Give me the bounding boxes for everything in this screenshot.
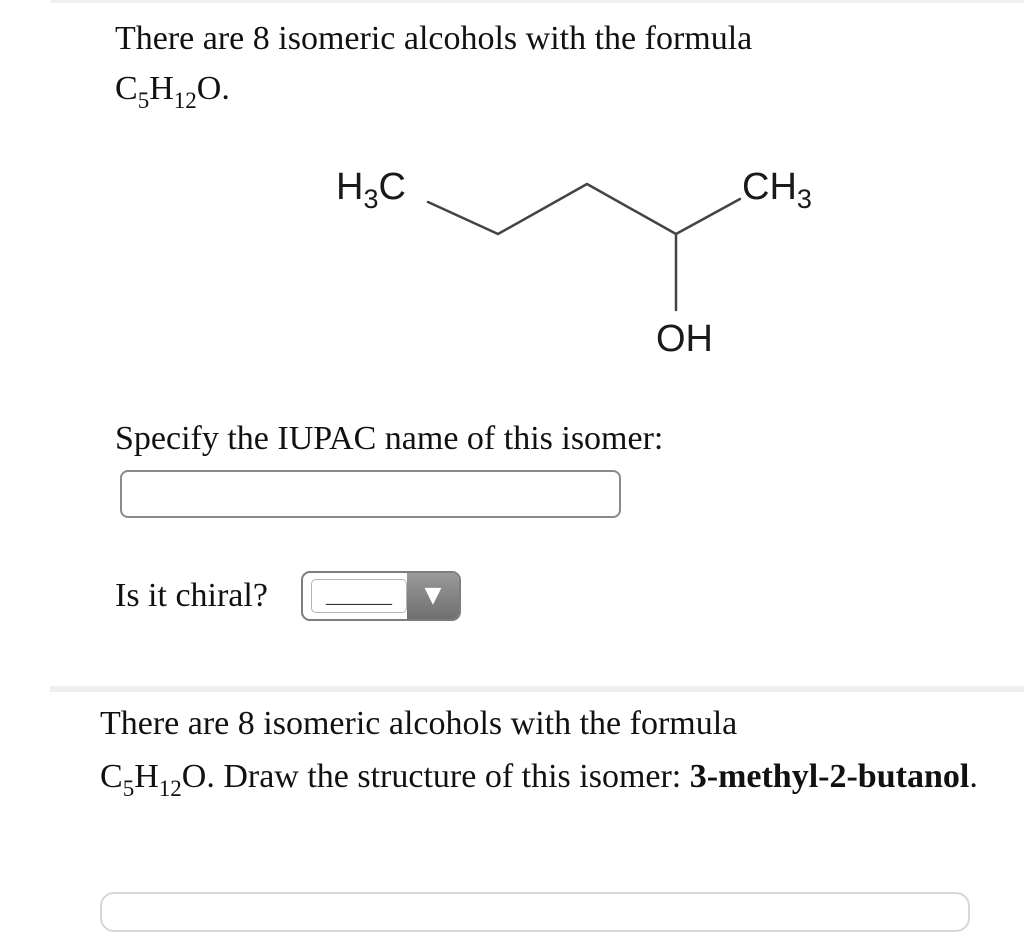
target-isomer-name: 3-methyl-2-butanol bbox=[689, 758, 970, 795]
carbon-chain-bonds bbox=[428, 184, 740, 234]
question-1-formula: $C_5H_{12}O$. bbox=[115, 70, 230, 113]
section-divider bbox=[50, 686, 1024, 692]
dropdown-arrow-icon[interactable]: ▼ bbox=[407, 573, 459, 619]
iupac-prompt: Specify the IUPAC name of this isomer: bbox=[115, 420, 664, 457]
question-1-text bbox=[115, 14, 975, 117]
molecule-bonds bbox=[428, 184, 740, 310]
chiral-selected-value: ______ bbox=[311, 579, 407, 613]
drawing-area[interactable] bbox=[100, 892, 970, 932]
question-2-intro: There are 8 isomeric alcohols with the formula bbox=[100, 705, 738, 742]
question-2-text: There are 8 isomeric alcohols with the formula $C_5H_{12}O$. Draw the structure of this isomer: 3-methyl-2-butanol. bbox=[100, 705, 978, 801]
question-2-formula: $C_5H_{12}O$ bbox=[100, 758, 207, 801]
chiral-label: Is it chiral? bbox=[115, 577, 268, 614]
methyl-left-label: $H_3C$ bbox=[336, 166, 406, 214]
top-divider bbox=[50, 0, 1024, 3]
question-1-intro: There are 8 isomeric alcohols with the formula bbox=[115, 20, 753, 57]
question-2-draw-text: . Draw the structure of this isomer: bbox=[206, 758, 690, 795]
molecule-structure bbox=[0, 150, 1024, 380]
methyl-right-label: $CH_3$ bbox=[742, 166, 812, 214]
hydroxyl-label: OH bbox=[656, 318, 713, 360]
iupac-name-input[interactable] bbox=[120, 470, 621, 518]
chiral-dropdown[interactable] bbox=[301, 571, 461, 621]
